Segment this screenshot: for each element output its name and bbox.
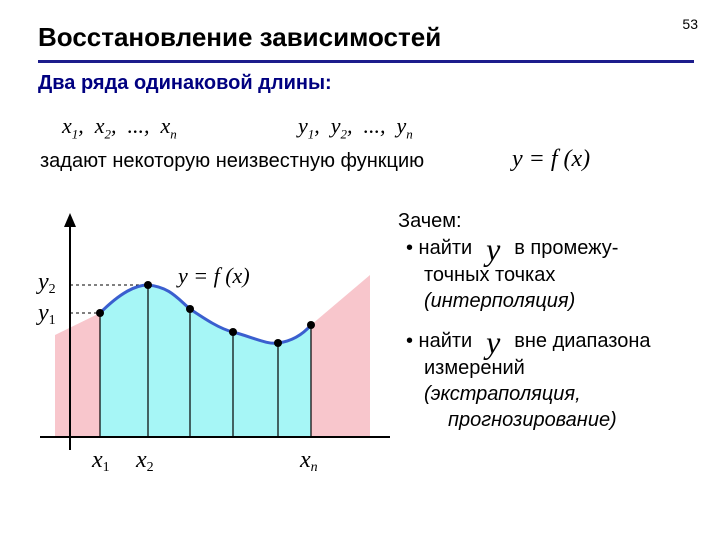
data-point bbox=[186, 305, 194, 313]
subtitle: Два ряда одинаковой длины: bbox=[38, 72, 332, 94]
bullet-1-line-1 bbox=[406, 231, 704, 267]
why-heading: Зачем: bbox=[398, 210, 462, 232]
bullet-1-prefix: • найти bbox=[406, 237, 473, 259]
x-series bbox=[62, 113, 177, 142]
data-point bbox=[144, 281, 152, 289]
why-block bbox=[394, 210, 704, 433]
extrapolation-left-region bbox=[55, 313, 100, 437]
function-formula: y = f (x) bbox=[512, 146, 591, 172]
bullet-2-prefix: • найти bbox=[406, 330, 473, 352]
slide-title: Восстановление зависимостей bbox=[38, 22, 442, 52]
bullet-1-line-2: точных точках bbox=[424, 264, 556, 286]
title-rule bbox=[38, 60, 694, 63]
curve-label: y = f (x) bbox=[178, 263, 250, 288]
bullet-2-line-3: (экстраполяция, bbox=[424, 383, 581, 405]
bullet-extrapolation bbox=[406, 324, 704, 433]
data-point bbox=[229, 328, 237, 336]
xn-label: xn bbox=[300, 447, 318, 475]
bullet-1-y: y bbox=[486, 231, 501, 267]
bullet-2-line-2: измерений bbox=[424, 357, 525, 379]
y-series bbox=[298, 113, 413, 142]
x-series-text: $x_1$, $x_2$, ..., $x_n$ bbox=[62, 113, 177, 142]
bullet-2-y: y bbox=[486, 324, 501, 360]
extrapolation-right-region bbox=[311, 275, 370, 437]
bullet-1-line-3: (интерполяция) bbox=[424, 290, 576, 312]
data-point bbox=[96, 309, 104, 317]
function-graph bbox=[0, 205, 390, 505]
page-number: 53 bbox=[682, 16, 698, 32]
bullet-1-suffix: в промежу- bbox=[514, 237, 619, 259]
bullet-2-line-1 bbox=[406, 324, 704, 360]
data-point bbox=[307, 321, 315, 329]
bullet-2-suffix: вне диапазона bbox=[514, 330, 651, 352]
data-point bbox=[274, 339, 282, 347]
y2-label: y2 bbox=[38, 269, 56, 297]
x2-label: x2 bbox=[136, 447, 154, 475]
bullet-2-line-4: прогнозирование) bbox=[448, 409, 617, 431]
interpolation-region bbox=[100, 285, 311, 437]
y-series-text: $y_1$, $y_2$, ..., $y_n$ bbox=[298, 113, 413, 142]
y1-label: y1 bbox=[38, 300, 56, 328]
function-description: задают некоторую неизвестную функцию bbox=[40, 150, 425, 172]
x1-label: x1 bbox=[92, 447, 110, 475]
y-axis-arrow bbox=[64, 213, 76, 227]
bullet-interpolation bbox=[406, 231, 704, 314]
